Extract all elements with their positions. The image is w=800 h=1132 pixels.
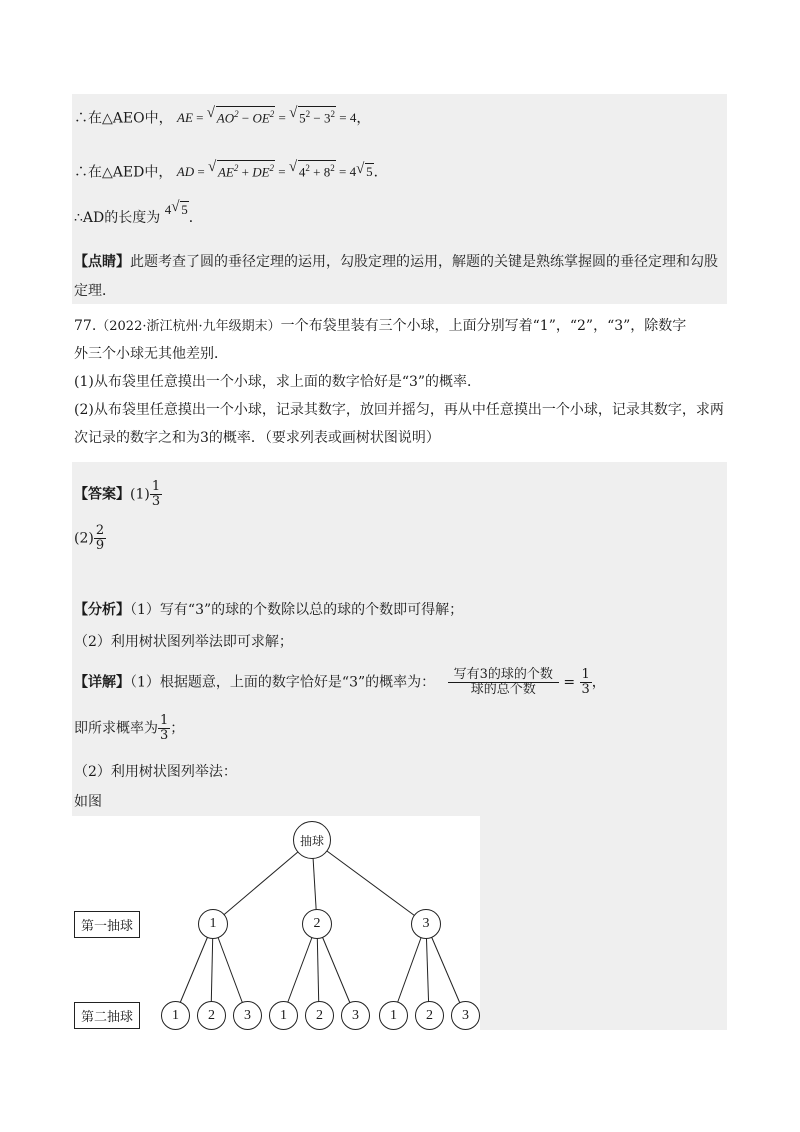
- level-1-label: 第一抽球: [74, 911, 140, 938]
- solution-step-3: ∴AD的长度为 4√ 5．: [74, 208, 203, 228]
- question-part-2-line-2: 次记录的数字之和为3的概率．（要求列表或画树状图说明）: [74, 430, 440, 446]
- question-part-2-line-1: (2)从布袋里任意摸出一个小球，记录其数字，放回并摇匀，再从中任意摸出一个小球，记录其数字，求两: [74, 402, 724, 418]
- comment-line-1: 【点睛】此题考查了圆的垂径定理的运用，勾股定理的运用，解题的关键是熟练掌握圆的垂径定理和勾股: [74, 254, 718, 270]
- analysis-line-1: 【分析】（1）写有“3”的球的个数除以总的球的个数即可得解；: [74, 602, 464, 618]
- level-2-node: 2: [197, 1001, 226, 1030]
- level-2-node: 3: [233, 1001, 262, 1030]
- level-1-node: 3: [411, 909, 441, 939]
- answer-line-1: 【答案】(1) $\frac{1}{3}$: [74, 479, 161, 509]
- comment-label: 【点睛】: [74, 254, 130, 270]
- analysis-line-2: （2）利用树状图列举法即可求解；: [74, 634, 293, 650]
- question-line-1: 77.（2022·浙江杭州·九年级期末）一个布袋里装有三个小球，上面分别写着“1”，“2”，“3”，除数字: [74, 318, 687, 334]
- detail-line-1: 【详解】（1）根据题意，上面的数字恰好是“3”的概率为： $\frac{\text{写有3的球的个数}}{\text{球的总个数}}$ = $\frac{1}{3}$ ，: [74, 667, 606, 697]
- level-2-node: 1: [161, 1001, 190, 1030]
- level-2-node: 2: [305, 1001, 334, 1030]
- level-2-node: 3: [451, 1001, 480, 1030]
- detail-line-4: 如图: [74, 794, 102, 810]
- edge-root-3: [312, 840, 426, 924]
- solution-step-1: ∴在△AEO中， AE = √ $AO^2 - OE^2$ = √ $5^2 - 3^2 = 4$，: [74, 106, 370, 128]
- level-2-node: 1: [269, 1001, 298, 1030]
- level-1-node: 2: [302, 909, 332, 939]
- comment-line-2: 定理．: [74, 283, 116, 299]
- tree-root-node: 抽球: [293, 821, 331, 859]
- level-2-node: 1: [379, 1001, 408, 1030]
- answer-line-2: (2) $\frac{2}{9}$: [74, 523, 105, 553]
- tree-diagram: [72, 816, 480, 1032]
- level-2-node: 2: [415, 1001, 444, 1030]
- detail-line-2: 即所求概率为 $\frac{1}{3}$ ；: [74, 713, 185, 743]
- level-1-node: 1: [198, 909, 228, 939]
- solution-step-2: ∴在△AED中， AD = √ $AE^2 + DE^2$ = √ $4^2 + 8^2 = 4√$ 5．: [74, 160, 388, 182]
- detail-line-3: （2）利用树状图列举法：: [74, 764, 237, 780]
- question-line-2: 外三个小球无其他差别．: [74, 346, 228, 362]
- level-2-node: 3: [341, 1001, 370, 1030]
- question-part-1: (1)从布袋里任意摸出一个小球，求上面的数字恰好是“3”的概率．: [74, 374, 482, 390]
- level-2-label: 第二抽球: [74, 1002, 140, 1029]
